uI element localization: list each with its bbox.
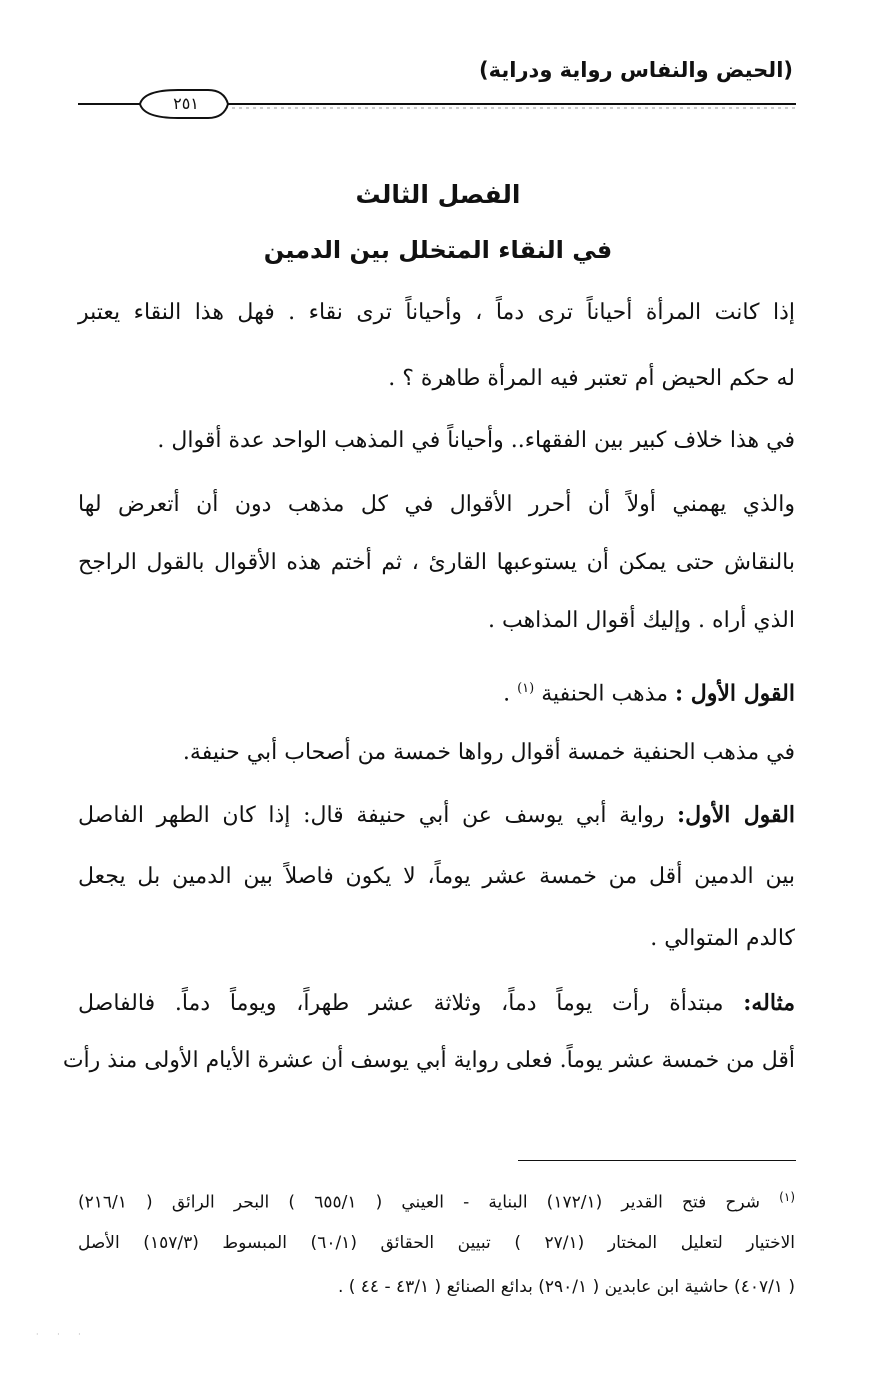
body-line: له حكم الحيض أم تعتبر فيه المرأة طاهرة ؟ . [388,366,795,391]
body-line: بالنقاش حتى يمكن أن يستوعبها القارئ ، ثم أختم هذه الأقوال بالقول الراجح [78,550,795,575]
chapter-title: الفصل الثالث [355,180,521,209]
body-line: في هذا خلاف كبير بين الفقهاء.. وأحياناً في المذهب الواحد عدة أقوال . [157,428,795,453]
running-title: (الحيض والنفاس رواية ودراية) [479,58,793,82]
body-line: والذي يهمني أولاً أن أحرر الأقوال في كل مذهب دون أن أتعرض لها [78,492,795,517]
example-lead: مثاله: [743,990,795,1016]
body-line: أقل من خمسة عشر يوماً. فعلى رواية أبي يوسف أن عشرة الأيام الأولى منذ رأت [62,1048,795,1073]
body-line: بين الدمين أقل من خمسة عشر يوماً، لا يكون فاصلاً بين الدمين بل يجعل [78,864,795,889]
footnote-text: شرح فتح القدير (١٧٢/١) البناية - العيني ( ٦٥٥/١ ) البحر الرائق ( ٢١٦/١) [78,1192,780,1213]
body-line [78,988,795,1019]
body-line: كالدم المتوالي . [650,926,795,951]
body-line: الذي أراه . وإليك أقوال المذاهب . [487,608,795,633]
heading-lead: القول الأول : [674,680,795,707]
footnote-line: الاختيار لتعليل المختار (٢٧/١ ) تبيين الحقائق (٦٠/١) المبسوط (١٥٧/٣) الأصل [78,1233,795,1253]
footnote-line [78,1184,795,1216]
scan-speck: · · · [36,1330,89,1339]
section-heading-hanafi [503,674,795,709]
body-line: إذا كانت المرأة أحياناً ترى دماً ، وأحياناً ترى نقاء . فهل هذا النقاء يعتبر [78,300,795,325]
page-number: ٢٥١ [173,94,199,113]
first-opinion-lead: القول الأول: [677,802,795,828]
body-line [78,800,795,831]
body-line: في مذهب الحنفية خمسة أقوال رواها خمسة من أصحاب أبي حنيفة. [182,740,795,765]
footnote-line: ( ٤٠٧/١) حاشية ابن عابدين ( ٢٩٠/١) بدائع الصنائع ( ٤٣/١ - ٤٤ ) . [337,1277,795,1297]
footnote-reference: (١) [517,681,535,696]
footnote-mark: (١) [779,1190,795,1204]
footnote-rule [518,1160,796,1161]
heading-end: . [503,681,518,707]
example-text: مبتدأة رأت يوماً دماً، وثلاثة عشر طهراً، ويوماً دماً. فالفاصل [78,991,744,1016]
first-opinion-text: رواية أبي يوسف عن أبي حنيفة قال: إذا كان الطهر الفاصل [78,803,677,828]
chapter-subtitle: في النقاء المتخلل بين الدمين [263,236,613,264]
heading-text: مذهب الحنفية [541,681,675,707]
